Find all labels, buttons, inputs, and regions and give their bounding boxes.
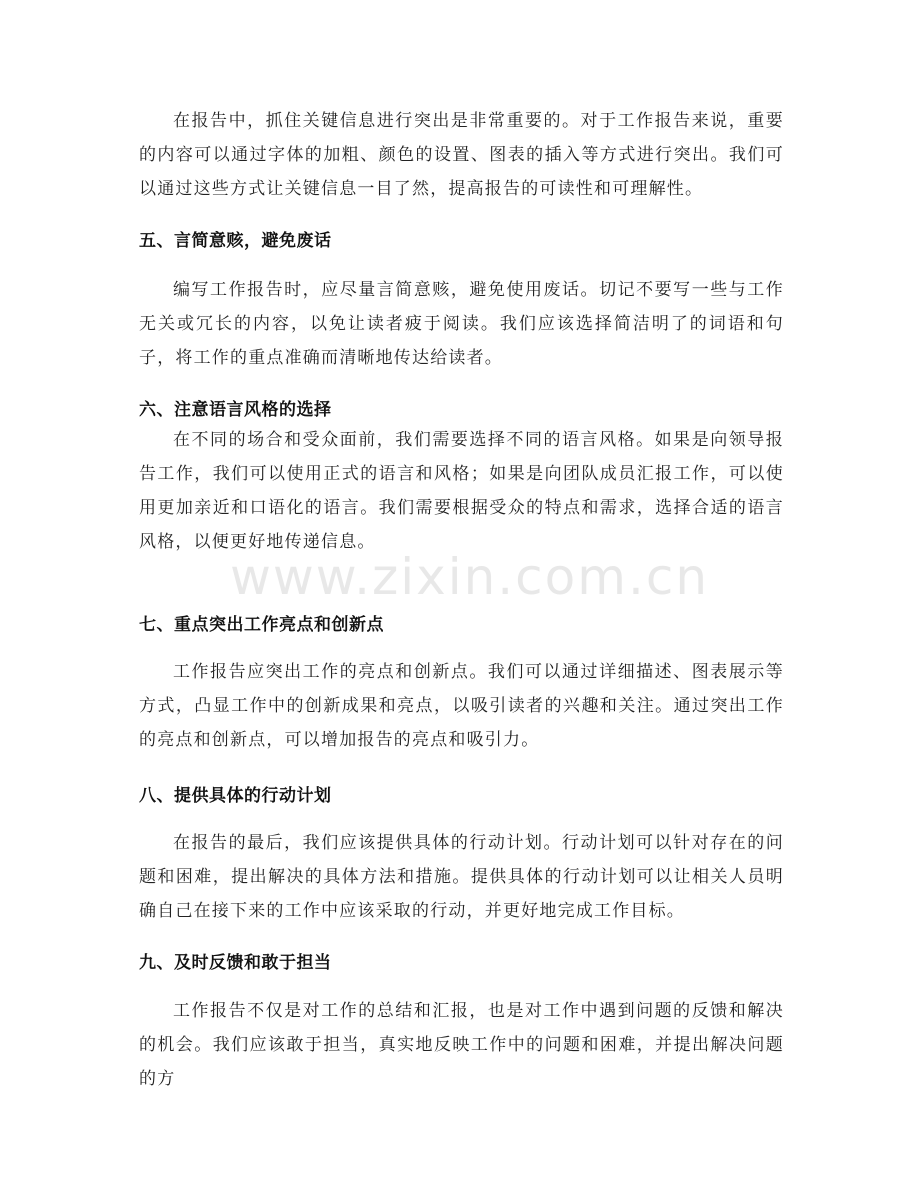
section-body-9: 工作报告不仅是对工作的总结和汇报，也是对工作中遇到问题的反馈和解决的机会。我们应该敢于担当，真实地反映工作中的问题和困难，并提出解决问题的方 [139, 1001, 784, 1089]
watermark-text: www.zixin.com.cn [230, 548, 710, 606]
section-heading-7: 七、重点突出工作亮点和创新点 [139, 615, 384, 635]
section-heading-9: 九、及时反馈和敢于担当 [139, 953, 332, 973]
section-body-7: 工作报告应突出工作的亮点和创新点。我们可以通过详细描述、图表展示等方式，凸显工作中的创新成果和亮点，以吸引读者的兴趣和关注。通过突出工作的亮点和创新点，可以增加报告的亮点和吸引力。 [139, 662, 784, 750]
section-heading-5: 五、言简意赅，避免废话 [139, 231, 332, 251]
section-body-5: 编写工作报告时，应尽量言简意赅，避免使用废话。切记不要写一些与工作无关或冗长的内容，以免让读者疲于阅读。我们应该选择简洁明了的词语和句子，将工作的重点准确而清晰地传达给读者。 [139, 280, 784, 368]
intro-paragraph: 在报告中，抓住关键信息进行突出是非常重要的。对于工作报告来说，重要的内容可以通过字体的加粗、颜色的设置、图表的插入等方式进行突出。我们可以通过这些方式让关键信息一目了然，提高报告的可读性和可理解性。 [139, 111, 784, 199]
section-heading-6: 六、注意语言风格的选择 [139, 400, 332, 420]
section-body-8: 在报告的最后，我们应该提供具体的行动计划。行动计划可以针对存在的问题和困难，提出解决的具体方法和措施。提供具体的行动计划可以让相关人员明确自己在接下来的工作中应该采取的行动，并更好地完成工作目标。 [139, 833, 784, 921]
section-heading-8: 八、提供具体的行动计划 [139, 786, 332, 806]
section-body-6: 在不同的场合和受众面前，我们需要选择不同的语言风格。如果是向领导报告工作，我们可以使用正式的语言和风格；如果是向团队成员汇报工作，可以使用更加亲近和口语化的语言。我们需要根据受众的特点和需求，选择合适的语言风格，以便更好地传递信息。 [139, 430, 784, 552]
